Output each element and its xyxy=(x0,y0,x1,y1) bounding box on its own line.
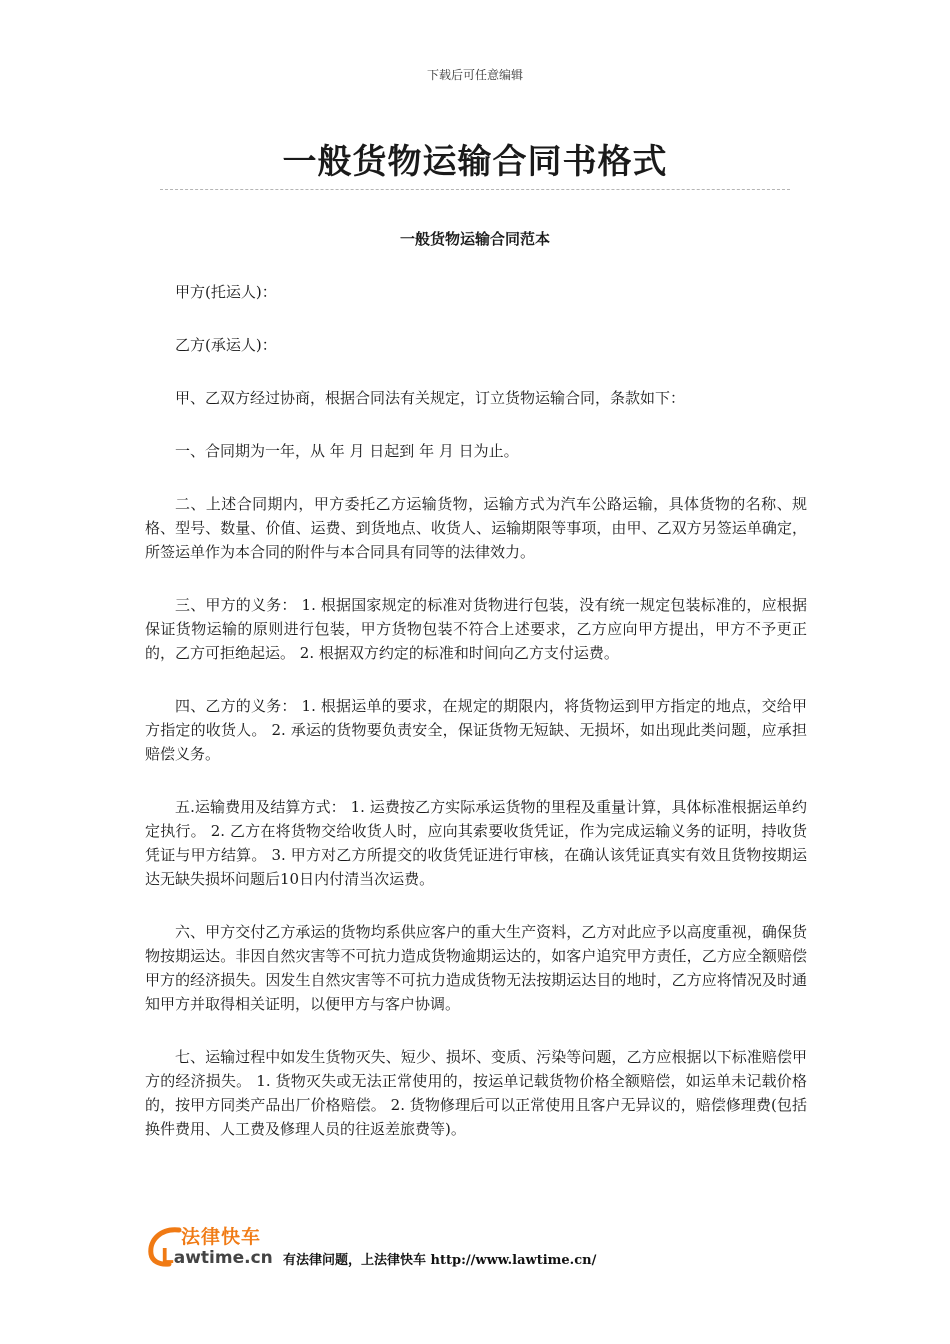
document-subtitle: 一般货物运输合同范本 xyxy=(399,230,550,248)
lawtime-logo xyxy=(145,1222,285,1268)
header-note: 下载后可任意编辑 xyxy=(426,68,523,82)
title-divider xyxy=(160,189,790,190)
logo-chinese-text: 法律快车 xyxy=(181,1226,262,1248)
footer xyxy=(145,1222,745,1272)
clause-3-party-a-duties: 三、甲方的义务： 1. 根据国家规定的标准对货物进行包装，没有统一规定包装标准的，应根据保证货物运输的原则进行包装，甲方货物包装不符合上述要求，乙方应向甲方提出，甲方不予更正的，乙方可拒绝起运。 2. 根据双方约定的标准和时间向乙方支付运费。 xyxy=(145,596,807,662)
clause-2-scope: 二、上述合同期内，甲方委托乙方运输货物，运输方式为汽车公路运输，具体货物的名称、规格、型号、数量、价值、运费、到货地点、收货人、运输期限等事项，由甲、乙双方另签运单确定，所签运单作为本合同的附件与本合同具有同等的法律效力。 xyxy=(145,495,807,561)
clause-6-delivery: 六、甲方交付乙方承运的货物均系供应客户的重大生产资料，乙方对此应予以高度重视，确保货物按期运达。非因自然灾害等不可抗力造成货物逾期运达的，如客户追究甲方责任，乙方应全额赔偿甲方的经济损失。因发生自然灾害等不可抗力造成货物无法按期运达目的地时，乙方应将情况及时通知甲方并取得相关证明，以便甲方与客户协调。 xyxy=(145,923,807,1013)
party-b-line: 乙方(承运人)： xyxy=(175,336,277,354)
clause-7-compensation: 七、运输过程中如发生货物灭失、短少、损坏、变质、污染等问题，乙方应根据以下标准赔偿甲方的经济损失。 1. 货物灭失或无法正常使用的，按运单记载货物价格全额赔偿，如运单未记载价格的，按甲方同类产品出厂价格赔偿。 2. 货物修理后可以正常使用且客户无异议的，赔偿修理费(包括换件费用、人工费及修理人员的往返差旅费等)。 xyxy=(145,1048,807,1138)
document-title: 一般货物运输合同书格式 xyxy=(282,142,668,182)
logo-english-text xyxy=(161,1244,273,1268)
clause-4-party-b-duties: 四、乙方的义务： 1. 根据运单的要求，在规定的期限内，将货物运到甲方指定的地点，交给甲方指定的收货人。 2. 承运的货物要负责安全，保证货物无短缺、无损坏，如出现此类问题，应承担赔偿义务。 xyxy=(145,697,807,763)
clause-1-term: 一、合同期为一年，从 年 月 日起到 年 月 日为止。 xyxy=(175,442,519,460)
party-a-line: 甲方(托运人)： xyxy=(175,283,277,301)
clause-5-payment: 五.运输费用及结算方式： 1. 运费按乙方实际承运货物的里程及重量计算，具体标准根据运单约定执行。 2. 乙方在将货物交给收货人时，应向其索要收货凭证，作为完成运输义务的证明，持收货凭证与甲方结算。 3. 甲方对乙方所提交的收货凭证进行审核，在确认该凭证真实有效且货物按期运达无缺失损坏问题后10日内付清当次运费。 xyxy=(145,798,807,888)
logo-english-rest: awtime.cn xyxy=(173,1248,273,1268)
contract-body xyxy=(145,280,807,1170)
footer-link-text[interactable]: 有法律问题，上法律快车 http://www.lawtime.cn/ xyxy=(283,1253,597,1268)
logo-initial: L xyxy=(161,1244,174,1268)
preamble-paragraph: 甲、乙双方经过协商，根据合同法有关规定，订立货物运输合同，条款如下： xyxy=(175,389,686,407)
